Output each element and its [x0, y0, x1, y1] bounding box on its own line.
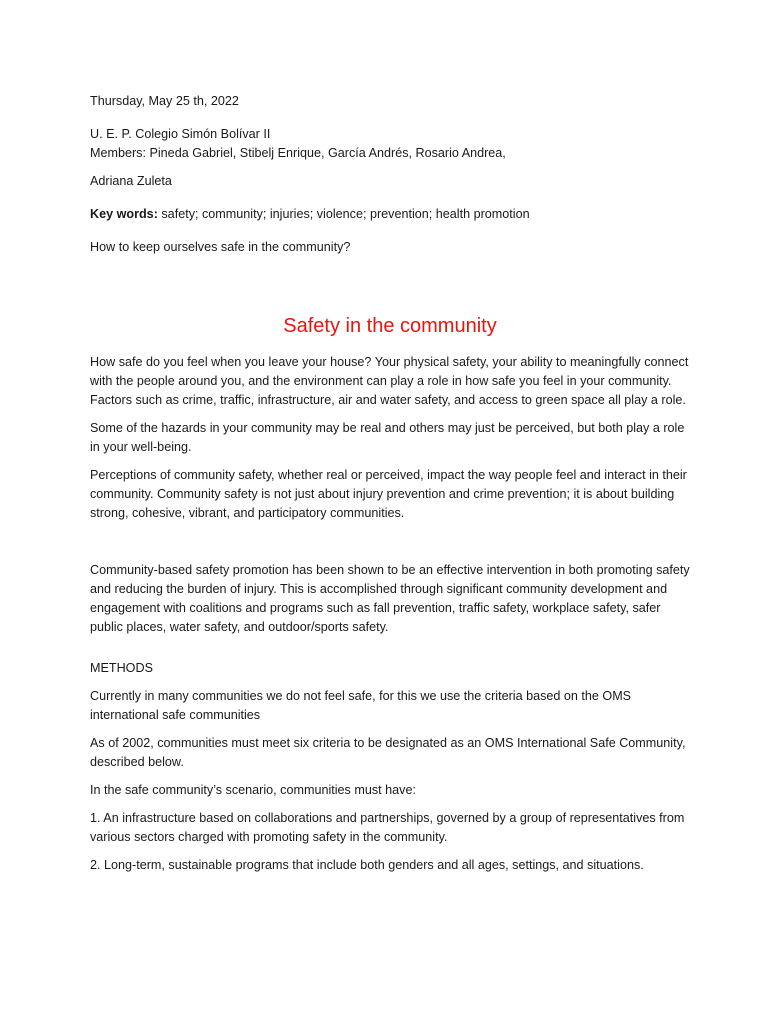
school-name: U. E. P. Colegio Simón Bolívar II — [90, 127, 271, 141]
paragraph-intro: How safe do you feel when you leave your house? Your physical safety, your ability to meaningfully connect with the people around you, and the environment can play a role in how safe you feel in your community. Factors such as crime, traffic, infrastructure, air and water safety, and access to green space all play a role. — [90, 355, 689, 407]
paragraph-scenario: In the safe community’s scenario, communities must have: — [90, 783, 416, 797]
list-item-2: 2. Long-term, sustainable programs that include both genders and all ages, settings, and situations. — [90, 858, 644, 872]
keywords — [90, 205, 690, 224]
methods-heading: METHODS — [90, 661, 153, 675]
research-question: How to keep ourselves safe in the community? — [90, 240, 351, 254]
paragraph-2002: As of 2002, communities must meet six criteria to be designated as an OMS International Safe Community, described below. — [90, 736, 686, 769]
keywords-text: safety; community; injuries; violence; prevention; health promotion — [157, 207, 530, 221]
paragraph-criteria: Currently in many communities we do not feel safe, for this we use the criteria based on the OMS international safe communities — [90, 689, 632, 722]
members-list-continued: Adriana Zuleta — [90, 174, 172, 188]
page-title: Safety in the community — [283, 315, 497, 337]
paragraph-promotion: Community-based safety promotion has been shown to be an effective intervention in both promoting safety and reducing the burden of injury. This is accomplished through significant community development and engagement with coalitions and programs such as fall prevention, traffic safety, workplace safety, safer public places, water safety, and outdoor/sports safety. — [90, 563, 690, 634]
document-page — [90, 92, 690, 884]
school-and-members — [90, 125, 690, 163]
list-item-1: 1. An infrastructure based on collaborations and partnerships, governed by a group of representatives from various sectors charged with promoting safety in the community. — [90, 811, 685, 844]
keywords-label: Key words: — [90, 207, 158, 221]
members-list: Members: Pineda Gabriel, Stibelj Enrique, García Andrés, Rosario Andrea, — [90, 146, 506, 160]
document-date: Thursday, May 25 th, 2022 — [90, 94, 239, 108]
paragraph-hazards: Some of the hazards in your community may be real and others may just be perceived, but both play a role in your well-being. — [90, 421, 685, 454]
paragraph-perceptions: Perceptions of community safety, whether real or perceived, impact the way people feel and interact in their community. Community safety is not just about injury prevention and crime prevention; it is about building strong, cohesive, vibrant, and participatory communities. — [90, 468, 687, 520]
